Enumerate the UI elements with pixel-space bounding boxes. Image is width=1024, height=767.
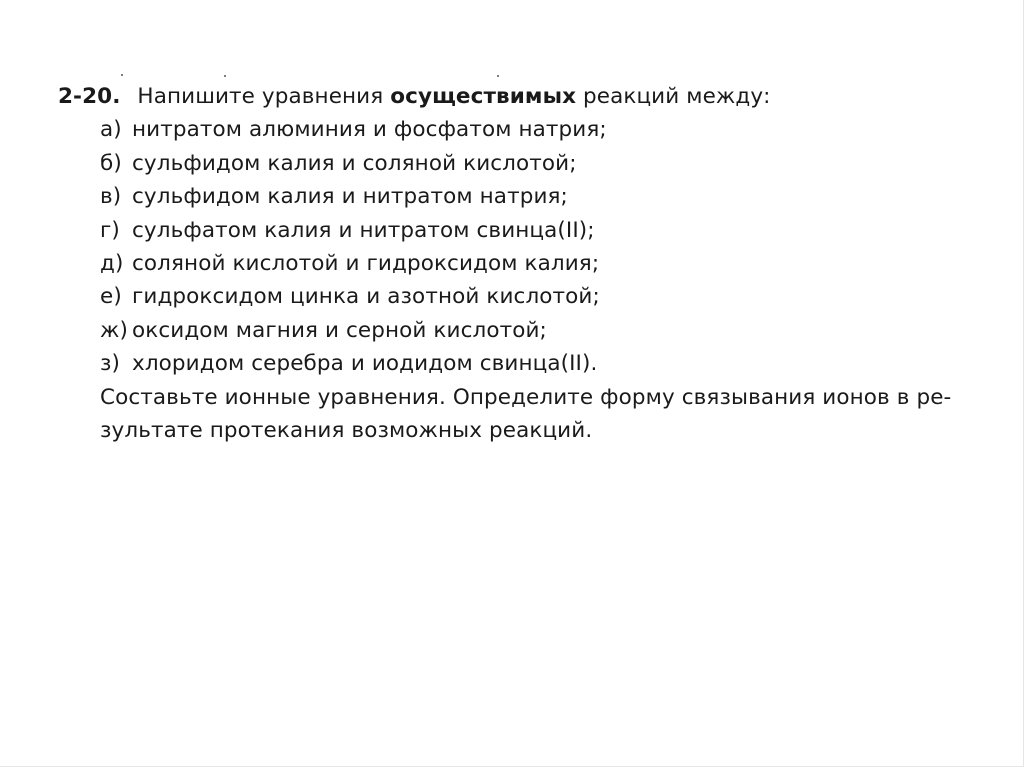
conclusion-line: зультате протекания возможных реакций. (100, 417, 593, 443)
item-letter: ж) (100, 317, 128, 343)
list-item (58, 247, 998, 280)
item-text: сульфидом калия и соляной кислотой; (132, 150, 577, 176)
scan-speck (497, 75, 499, 77)
problem-heading (58, 80, 998, 113)
list-item (58, 280, 998, 313)
intro-text: Напишите уравнения (137, 84, 384, 109)
list-item (58, 314, 998, 347)
item-letter: з) (100, 351, 121, 377)
intro-text-end: реакций между: (583, 84, 771, 109)
item-letter: г) (100, 217, 120, 243)
item-text: сульфидом калия и нитратом натрия; (132, 184, 568, 210)
item-text: нитратом алюминия и фосфатом натрия; (132, 117, 607, 143)
item-text: хлоридом серебра и иодидом свинца(II). (132, 351, 598, 377)
scan-speck (121, 74, 123, 76)
item-text: гидроксидом цинка и азотной кислотой; (132, 284, 600, 310)
item-letter: в) (100, 184, 122, 210)
item-letter: д) (100, 250, 124, 276)
problem-text (58, 80, 998, 447)
list-item (58, 347, 998, 380)
list-item (58, 147, 998, 180)
intro-bold-word: осуществимых (390, 84, 577, 109)
item-letter: е) (100, 284, 122, 310)
scan-speck (224, 75, 226, 77)
list-item (58, 180, 998, 213)
list-item (58, 113, 998, 146)
item-text: сульфатом калия и нитратом свинца(II); (132, 217, 595, 243)
conclusion-line: Составьте ионные уравнения. Определите форму связывания ионов в ре- (100, 384, 952, 410)
item-letter: б) (100, 150, 122, 176)
item-text: оксидом магния и серной кислотой; (132, 317, 547, 343)
list-item (58, 214, 998, 247)
problem-number: 2-20. (58, 84, 121, 109)
item-letter: а) (100, 117, 122, 143)
item-text: соляной кислотой и гидроксидом калия; (132, 250, 600, 276)
